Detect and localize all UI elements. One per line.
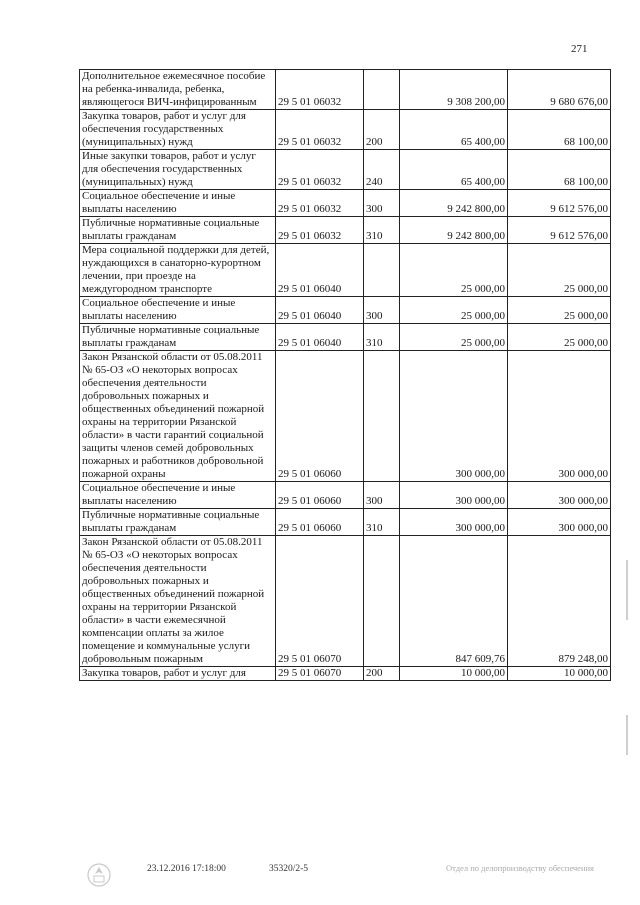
row-name-cell: Публичные нормативные социальные выплаты гражданам xyxy=(80,509,276,536)
row-amount-2018-cell: 879 248,00 xyxy=(508,536,611,667)
row-name-cell: Социальное обеспечение и иные выплаты населению xyxy=(80,297,276,324)
row-name-cell: Закупка товаров, работ и услуг для xyxy=(80,667,276,681)
scan-margin-mark xyxy=(626,560,628,620)
row-code-cell: 29 5 01 06070 xyxy=(276,536,364,667)
table-row xyxy=(80,217,611,244)
table-row xyxy=(80,190,611,217)
row-code-cell: 29 5 01 06032 xyxy=(276,70,364,110)
table-row xyxy=(80,297,611,324)
table-row xyxy=(80,667,611,681)
row-code-cell: 29 5 01 06032 xyxy=(276,217,364,244)
budget-table-container xyxy=(79,69,610,681)
row-amount-2017-cell: 300 000,00 xyxy=(400,482,508,509)
row-amount-2017-cell: 9 242 800,00 xyxy=(400,217,508,244)
row-code-cell: 29 5 01 06032 xyxy=(276,150,364,190)
row-amount-2018-cell: 9 680 676,00 xyxy=(508,70,611,110)
row-name-cell: Социальное обеспечение и иные выплаты населению xyxy=(80,482,276,509)
stamp-icon xyxy=(86,862,112,888)
row-amount-2017-cell: 25 000,00 xyxy=(400,244,508,297)
row-name-cell: Закон Рязанской области от 05.08.2011 № 65-ОЗ «О некоторых вопросах обеспечения деятельности добровольных пожарных и общественных объединений пожарной охраны на территории Рязанской области» в части гарантий социальной защиты членов семей добровольных пожарных и работников добровольной пожарной охраны xyxy=(80,351,276,482)
scan-margin-mark xyxy=(626,715,628,755)
row-amount-2018-cell: 9 612 576,00 xyxy=(508,190,611,217)
row-code-cell: 29 5 01 06060 xyxy=(276,482,364,509)
row-expense-type-cell: 300 xyxy=(364,482,400,509)
table-row xyxy=(80,482,611,509)
row-name-cell: Иные закупки товаров, работ и услуг для обеспечения государственных (муниципальных) нужд xyxy=(80,150,276,190)
row-amount-2017-cell: 300 000,00 xyxy=(400,351,508,482)
row-name-cell: Публичные нормативные социальные выплаты гражданам xyxy=(80,217,276,244)
row-amount-2017-cell: 25 000,00 xyxy=(400,297,508,324)
row-code-cell: 29 5 01 06040 xyxy=(276,297,364,324)
row-expense-type-cell: 310 xyxy=(364,217,400,244)
row-name-cell: Дополнительное ежемесячное пособие на ребенка-инвалида, ребенка, являющегося ВИЧ-инфицированным xyxy=(80,70,276,110)
row-expense-type-cell xyxy=(364,351,400,482)
row-expense-type-cell xyxy=(364,244,400,297)
table-row xyxy=(80,150,611,190)
footer-document-number: 35320/2-5 xyxy=(269,864,309,874)
row-code-cell: 29 5 01 06060 xyxy=(276,351,364,482)
row-code-cell: 29 5 01 06040 xyxy=(276,324,364,351)
table-row xyxy=(80,536,611,667)
row-code-cell: 29 5 01 06070 xyxy=(276,667,364,681)
row-expense-type-cell: 200 xyxy=(364,667,400,681)
row-name-cell: Публичные нормативные социальные выплаты гражданам xyxy=(80,324,276,351)
footer-watermark: Отдел по делопроизводству обеспечения xyxy=(446,863,594,873)
row-amount-2018-cell: 300 000,00 xyxy=(508,509,611,536)
page-number: 271 xyxy=(571,43,588,55)
row-code-cell: 29 5 01 06040 xyxy=(276,244,364,297)
row-amount-2017-cell: 25 000,00 xyxy=(400,324,508,351)
row-expense-type-cell: 240 xyxy=(364,150,400,190)
row-amount-2017-cell: 9 242 800,00 xyxy=(400,190,508,217)
row-amount-2017-cell: 10 000,00 xyxy=(400,667,508,681)
row-name-cell: Закупка товаров, работ и услуг для обеспечения государственных (муниципальных) нужд xyxy=(80,110,276,150)
row-amount-2018-cell: 25 000,00 xyxy=(508,324,611,351)
table-row xyxy=(80,244,611,297)
row-expense-type-cell xyxy=(364,70,400,110)
row-expense-type-cell: 300 xyxy=(364,297,400,324)
table-row xyxy=(80,110,611,150)
row-name-cell: Социальное обеспечение и иные выплаты населению xyxy=(80,190,276,217)
row-amount-2017-cell: 9 308 200,00 xyxy=(400,70,508,110)
row-name-cell: Закон Рязанской области от 05.08.2011 № 65-ОЗ «О некоторых вопросах обеспечения деятельности добровольных пожарных и общественных объединений пожарной охраны на территории Рязанской области» в части ежемесячной компенсации оплаты за жилое помещение и коммунальные услуги добровольным пожарным xyxy=(80,536,276,667)
row-expense-type-cell: 200 xyxy=(364,110,400,150)
table-row xyxy=(80,324,611,351)
row-amount-2018-cell: 68 100,00 xyxy=(508,150,611,190)
row-amount-2018-cell: 300 000,00 xyxy=(508,482,611,509)
table-row xyxy=(80,351,611,482)
table-row xyxy=(80,509,611,536)
row-amount-2017-cell: 300 000,00 xyxy=(400,509,508,536)
row-amount-2018-cell: 9 612 576,00 xyxy=(508,217,611,244)
row-code-cell: 29 5 01 06032 xyxy=(276,110,364,150)
row-code-cell: 29 5 01 06032 xyxy=(276,190,364,217)
row-amount-2017-cell: 65 400,00 xyxy=(400,150,508,190)
row-expense-type-cell xyxy=(364,536,400,667)
row-expense-type-cell: 300 xyxy=(364,190,400,217)
budget-table xyxy=(79,69,611,681)
row-amount-2018-cell: 300 000,00 xyxy=(508,351,611,482)
footer-datetime: 23.12.2016 17:18:00 xyxy=(147,864,226,874)
row-amount-2017-cell: 847 609,76 xyxy=(400,536,508,667)
row-expense-type-cell: 310 xyxy=(364,509,400,536)
row-amount-2018-cell: 10 000,00 xyxy=(508,667,611,681)
page-footer xyxy=(0,864,640,894)
row-name-cell: Мера социальной поддержки для детей, нуждающихся в санаторно-курортном лечении, при проезде на междугородном транспорте xyxy=(80,244,276,297)
row-amount-2017-cell: 65 400,00 xyxy=(400,110,508,150)
table-row xyxy=(80,70,611,110)
row-expense-type-cell: 310 xyxy=(364,324,400,351)
row-amount-2018-cell: 25 000,00 xyxy=(508,297,611,324)
row-code-cell: 29 5 01 06060 xyxy=(276,509,364,536)
row-amount-2018-cell: 25 000,00 xyxy=(508,244,611,297)
row-amount-2018-cell: 68 100,00 xyxy=(508,110,611,150)
